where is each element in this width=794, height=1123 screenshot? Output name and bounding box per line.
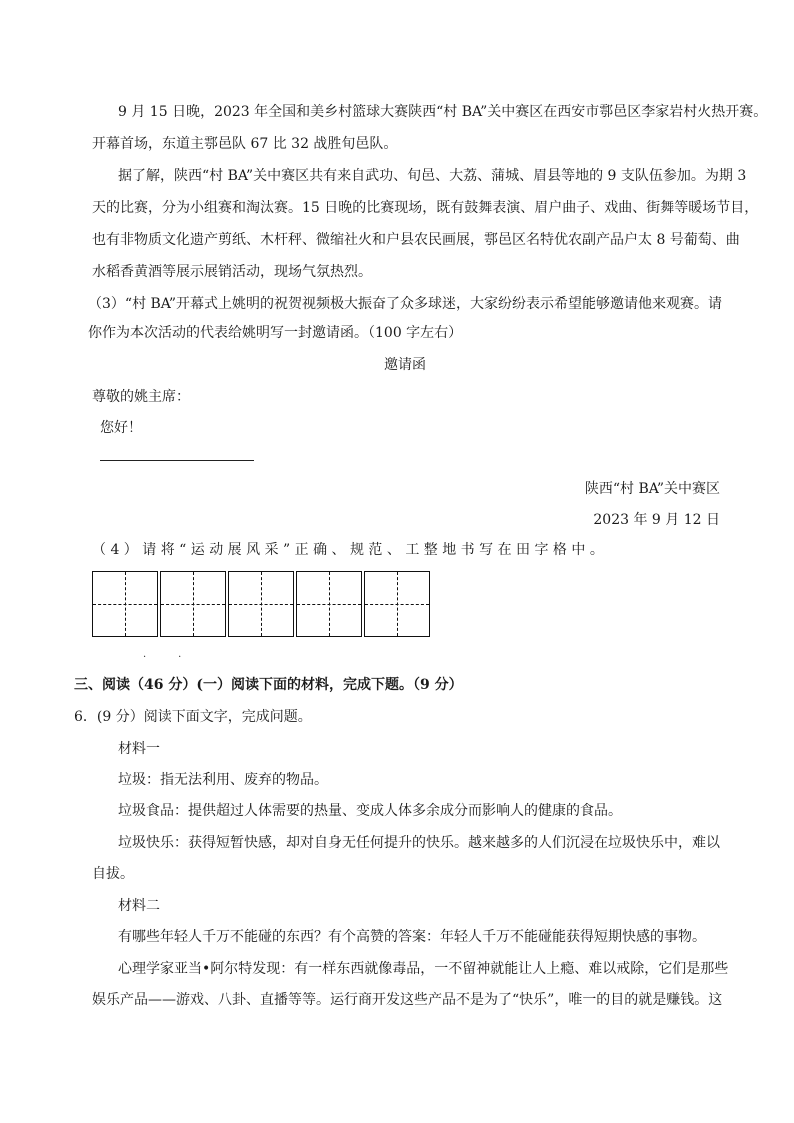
- section-heading: 三、阅读（46 分）(一）阅读下面的材料，完成下题。（9 分）: [74, 677, 463, 693]
- question-line: （ 4 ） 请 将 “ 运 动 展 风 采 ” 正 确 、 规 范 、 工 整 地 书 写 在 田 字 格 中 。: [92, 542, 604, 558]
- tianzige-cell[interactable]: [160, 571, 226, 637]
- tianzige-cell[interactable]: [296, 571, 362, 637]
- answer-blank-line[interactable]: [100, 460, 254, 461]
- letter-greeting: 您好！: [100, 420, 142, 436]
- question-line: 你作为本次活动的代表给姚明写一封邀请函。（100 字左右）: [88, 325, 463, 341]
- scan-artifact-dots: ··: [143, 652, 214, 663]
- letter-signature: 陕西“村 BA”关中赛区: [584, 481, 720, 497]
- letter-date: 2023 年 9 月 12 日: [593, 512, 720, 528]
- material-title: 材料一: [118, 741, 160, 757]
- material-title: 材料二: [118, 898, 160, 914]
- tianzige-cell[interactable]: [228, 571, 294, 637]
- material-line: 垃圾：指无法利用、废弃的物品。: [118, 772, 328, 788]
- tianzige-grid: [92, 571, 430, 637]
- letter-title: 邀请函: [384, 357, 426, 373]
- tianzige-cell[interactable]: [92, 571, 158, 637]
- passage-line: 据了解，陕西“村 BA”关中赛区共有来自武功、旬邑、大荔、蒲城、眉县等地的 9 支队伍参加。为期 3: [118, 168, 747, 184]
- material-line: 有哪些年轻人千万不能碰的东西？有个高赞的答案：年轻人千万不能碰能获得短期快感的事物。: [118, 929, 706, 945]
- material-line: 自拔。: [92, 866, 134, 882]
- tianzige-cell[interactable]: [364, 571, 430, 637]
- material-line: 娱乐产品——游戏、八卦、直播等等。运行商开发这些产品不是为了“快乐”，唯一的目的就是赚钱。这: [92, 992, 723, 1008]
- material-line: 垃圾食品：提供超过人体需要的热量、变成人体多余成分而影响人的健康的食品。: [118, 803, 622, 819]
- material-line: 垃圾快乐：获得短暂快感，却对自身无任何提升的快乐。越来越多的人们沉浸在垃圾快乐中，难以: [118, 835, 720, 851]
- material-line: 心理学家亚当•阿尔特发现：有一样东西就像毒品，一不留神就能让人上瘾、难以戒除，它们是那些: [118, 961, 729, 977]
- passage-line: 开幕首场，东道主鄠邑队 67 比 32 战胜旬邑队。: [92, 136, 398, 152]
- question-intro: 6．(9 分）阅读下面文字，完成问题。: [74, 709, 312, 725]
- passage-line: 也有非物质文化遗产剪纸、木杆秤、微缩社火和户县农民画展，鄠邑区名特优农副产品户太 8 号葡萄、曲: [92, 232, 740, 248]
- question-line: （3）“村 BA”开幕式上姚明的祝贺视频极大振奋了众多球迷，大家纷纷表示希望能够邀请他来观赛。请: [88, 296, 723, 312]
- passage-line: 水稻香黄酒等展示展销活动，现场气氛热烈。: [92, 264, 372, 280]
- letter-salutation: 尊敬的姚主席：: [92, 389, 190, 405]
- passage-line: 天的比赛，分为小组赛和淘汰赛。15 日晚的比赛现场，既有鼓舞表演、眉户曲子、戏曲、街舞等暖场节目，: [92, 200, 759, 216]
- passage-line: 9 月 15 日晚，2023 年全国和美乡村篮球大赛陕西“村 BA”关中赛区在西安市鄠邑区李家岩村火热开赛。: [118, 104, 768, 120]
